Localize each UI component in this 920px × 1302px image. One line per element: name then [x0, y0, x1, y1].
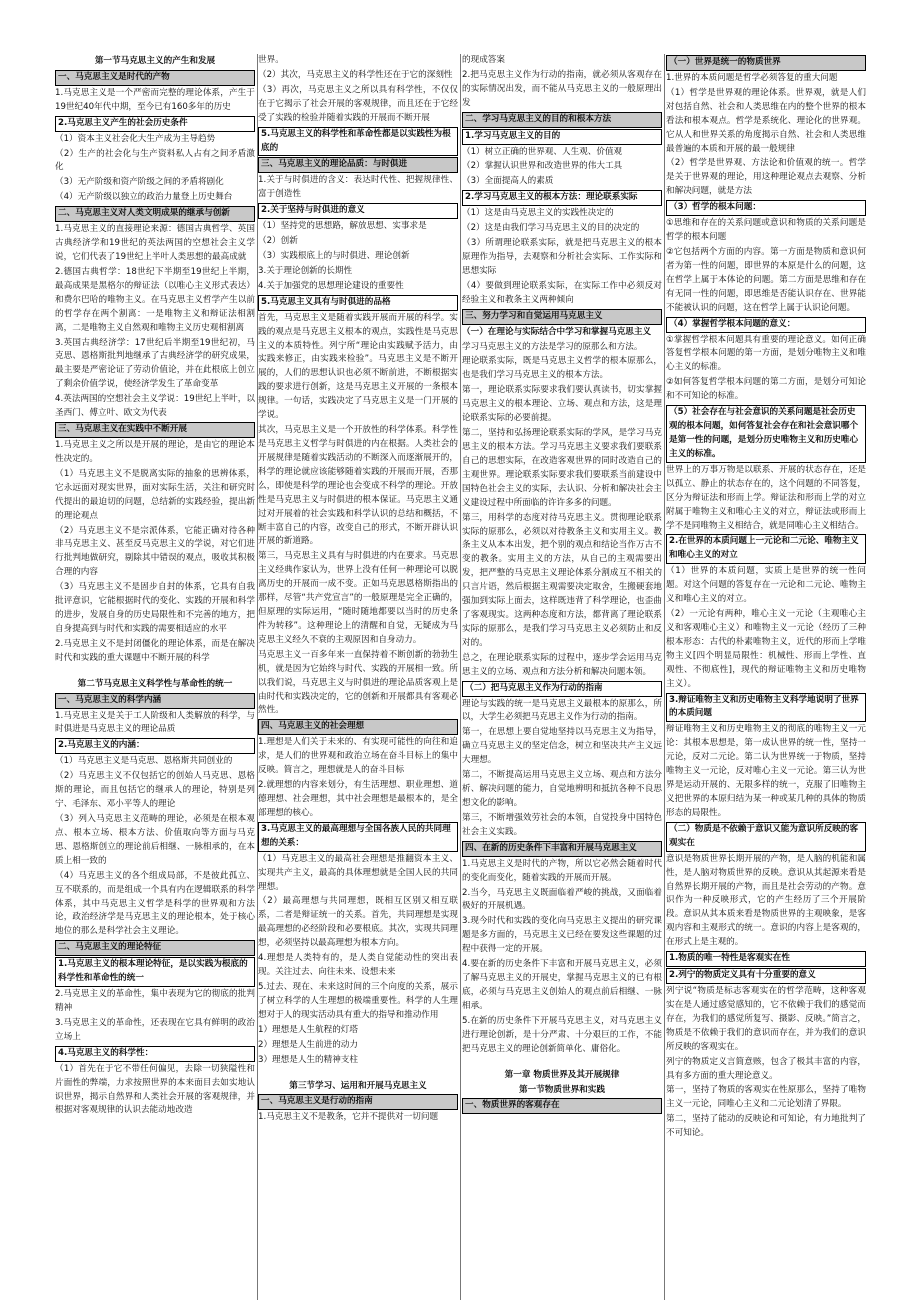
section-heading: 四、马克思主义的社会理想 — [258, 719, 458, 735]
paragraph: 第一，坚持了物质的客观实在性原那么，坚持了唯物主义一元论，同唯心主义和二元论划清了界限。 — [666, 1085, 866, 1110]
spacer — [55, 667, 255, 677]
section-heading: （二）物质是不依赖于意识又能为意识所反映的客观实在 — [666, 822, 866, 852]
section-heading: 一、马克思主义是时代的产物 — [55, 70, 255, 86]
section-heading: 2.马克思主义产生的社会历史条件 — [55, 116, 255, 132]
paragraph: 4.关于加强党的思想理论建设的重要性 — [258, 280, 404, 291]
paragraph: 2.当今，马克思主义既面临着严峻的挑战，又面临着极好的开展机遇。 — [462, 887, 662, 912]
paragraph: （3）无产阶级和资产阶级之间的矛盾将剧化 — [55, 177, 224, 188]
paragraph: 3.现今时代和实践的变化向马克思主义提出的研究课题是多方面的，马克思主义已经在要发这些课题的过程中获得一定的开展。 — [462, 916, 662, 955]
paragraph: 的现成答案 — [462, 55, 505, 65]
paragraph: （1）马克思主义的最高社会理想是推翻资本主义、实现共产主义，最高的具体理想就是全国人民的共同理想。 — [258, 853, 458, 892]
paragraph: 3.关于理论创新的长期性 — [258, 265, 353, 276]
paragraph: 首先，马克思主义是随着实践开展而开展的科学。实践的观点是马克思主义根本的观点，实践性是马克思主义的本质特性。列宁所“理论由实践赋予活力，由实践来修正，由实践来检验”。马克思主义是不断开展的，人们的思想认识也必须不断前进，不断根据实践的要求进行创新，这是马克思主义开展的一条根本规律。一句话，实践决定了马克思主义是一门开展的学说。 — [258, 312, 458, 421]
paragraph: 2.把马克思主义作为行动的指南，就必须从客观存在的实际情况出发，而不能从马克思主义的一般原理出发 — [462, 69, 662, 108]
paragraph: 总之，在理论联系实际的过程中，逐步学会运用马克思主义的立场、观点和方法分析和解决问题本领。 — [462, 652, 662, 677]
paragraph: （1）哲学是世界观的理论体系。世界观，就是人们对包括自然、社会和人类思维在内的整个世界的根本看法和根本观点。哲学是系统化、理论化的世界观。它从人和世界关系的角度揭示自然、社会和人类思维最普遍的本质和开展的最一般规律 — [666, 87, 866, 154]
section-heading: 2.关于坚持与时俱进的意义 — [258, 203, 458, 219]
section-heading: 1.物质的唯一特性是客观实在性 — [666, 951, 866, 967]
section-heading: 第二节马克思主义科学性与革命性的统一 — [77, 678, 233, 689]
paragraph: 5.过去、现在、未来这时间的三个向度的关系，展示了树立科学的人生理想的极端重要性。科学的人生理想对于人的现实活动具有重大的指导和推动作用 — [258, 982, 458, 1020]
paragraph: （2）创新 — [258, 236, 298, 247]
section-heading: 2.列宁的物质定义具有十分重要的意义 — [666, 968, 866, 984]
section-heading: 三、努力学习和自觉运用马克思主义 — [462, 309, 662, 325]
paragraph: ②如何答复哲学根本问题的第二方面，是划分可知论和不可知论的标准。 — [666, 377, 866, 402]
section-heading: （3）哲学的根本问题： — [666, 200, 866, 216]
paragraph: 1.关于与时俱进的含义：表达时代性、把握规律性、富于创造性 — [258, 175, 458, 200]
section-heading: 1.马克思主义的根本理论特征，是以实践为根底的科学性和革命性的统一 — [55, 957, 255, 987]
paragraph: （1）这是由马克思主义的实践性决定的 — [462, 208, 614, 219]
paragraph: （4）无产阶级以独立的政治力量登上历史舞台 — [55, 192, 233, 203]
section-heading: （一）在理论与实际结合中学习和掌握马克思主义 — [462, 326, 652, 337]
section-heading: 二、马克思主义对人类文明成果的继承与创新 — [55, 206, 255, 222]
section-heading: （4）掌握哲学根本问题的意义： — [666, 317, 866, 333]
paragraph: （2）马克思主义不是宗派体系，它能正确对待各种非马克思主义、甚至反马克思主义的学说，对它们进行批判地做研究，剔除其中错误的观点，吸收其积极合理的内容 — [55, 525, 255, 578]
section-heading: （一）世界是统一的物质世界 — [666, 55, 866, 71]
paragraph: （2）生产的社会化与生产资料私人占有之间矛盾激化 — [55, 148, 255, 173]
column-4 — [666, 54, 866, 1300]
paragraph: 3.英国古典经济学：17世纪后半期至19世纪初，马克思、恩格斯批判地继承了古典经济学的研究成果，最主要是严密论证了劳动价值论，并在此根底上创立了剩余价值学说，使经济学发生了革命变革 — [55, 337, 255, 390]
paragraph: 5.在新的历史条件下开展马克思主义，对马克思主义进行理论创新，是十分严肃、十分艰巨的工作，不能把马克思主义的理论创新简单化、庸俗化。 — [462, 1015, 662, 1054]
section-heading: 四、在新的历史条件下丰富和开展马克思主义 — [462, 841, 662, 857]
paragraph: 1.马克思主义是时代的产物，所以它必然会随着时代的变化而变化，随着实践的开展而开展。 — [462, 858, 662, 883]
paragraph: 第二，坚持和弘扬理论联系实际的学风，是学习马克思主义的根本方法。学习马克思主义要求我们要联系自己的思想实际，在改造客观世界的同时改造自己的主观世界。理论联系实际要求我们要联系当前建设中国特色社会主义的实际，去认识、分析和解决社会主义建设过程中所面临的许许多多的问题。 — [462, 428, 662, 508]
paragraph: 第二，坚持了能动的反映论和可知论，有力地批判了不可知论。 — [666, 1114, 866, 1139]
paragraph: 2.就理想的内容来划分，有生活理想、职业理想、道德理想、社会理想，其中社会理想是最根本的，是全部理想的核心。 — [258, 780, 458, 818]
paragraph: 世界上的万事万物是以联系、开展的状态存在，还是以孤立、静止的状态存在的，这个问题的不同答复，区分为辩证法和形而上学。辩证法和形而上学的对立附属于唯物主义和唯心主义的对立，辩证法或形而上学不是同唯物主义相结合，就是同唯心主义相结合。 — [666, 464, 866, 531]
paragraph: 马克思主义一百多年来一直保持着不断创新的勃勃生机，就是因为它始终与时代、实践的开展相一致。所以我们说，马克思主义与时俱进的理论品质客观上是由时代和实践决定的，它的创新和开展都具有客观必然性。 — [258, 649, 458, 716]
paragraph: 列宁说“物质是标志客观实在的哲学范畴，这种客观实在是人通过感觉感知的，它不依赖于我们的感觉而存在，为我们的感觉所复写、摄影、反映。”简言之，物质是不依赖于我们的意识而存在，并为我们的意识所反映的客观实在。 — [666, 986, 866, 1052]
section-heading: 第三节学习、运用和开展马克思主义 — [289, 1080, 427, 1091]
paragraph: 4.理想是人类特有的，是人类自觉能动性的突出表现。关注过去、向往未来、设想未来 — [258, 953, 458, 978]
paragraph: （3）列入马克思主义范畴的理论，必须是在根本观点、根本立场、根本方法、价值取向等方面与马克思、恩格斯创立的理论前后相继、一脉相承的，在本质上相一致的 — [55, 814, 255, 866]
section-heading: 一、马克思主义的科学内涵 — [55, 693, 255, 709]
paragraph: 2.德国古典哲学：18世纪下半期至19世纪上半期，最高成果是黑格尔的辩证法（以唯心主义形式表达）和费尔巴哈的唯物主义。在马克思主义哲学产生以前的哲学存在两个割离：一是唯物主义和辩证法相割离，二是唯物主义自然观和唯物主义历史观相割离 — [55, 266, 255, 333]
section-heading: 一、马克思主义是行动的指南 — [258, 1094, 458, 1110]
paragraph: （4）要做到理论联系实际，在实际工作中必须反对经验主义和教条主义两种倾向 — [462, 280, 662, 305]
section-heading: （二）把马克思主义作为行动的指南 — [462, 681, 662, 697]
paragraph: （2）掌握认识世界和改造世界的伟大工具 — [462, 161, 623, 172]
paragraph: 1）理想是人生航程的灯塔 — [258, 1024, 358, 1035]
paragraph: 第三，不断增强效劳社会的本领，自觉投身中国特色社会主义实践。 — [462, 812, 662, 837]
paragraph: （2）一元论有两种，唯心主义一元论（主观唯心主义和客观唯心主义）和唯物主义一元论（经历了三种根本形态：古代的朴素唯物主义，近代的形而上学唯物主义[四个明显局限性：机械性、形而上学性、直观性、不彻底性]，现代的辩证唯物主义和历史唯物主义）。 — [666, 609, 866, 689]
paragraph: 4.英法两国的空想社会主义学说：19世纪上半叶，以圣西门、傅立叶、欧文为代表 — [55, 394, 255, 419]
column-3 — [462, 54, 662, 1300]
paragraph: 第一，在思想上要自觉地坚持以马克思主义为指导，确立马克思主义的坚定信念，树立和坚决共产主义远大理想。 — [462, 727, 662, 766]
paragraph: （3）所谓理论联系实际，就是把马克思主义的根本原理作为指导，去观察和分析社会实际、工作实际和思想实际 — [462, 238, 662, 276]
paragraph: 学习马克思主义的方法是学习的原那么和方法。 — [462, 341, 643, 352]
paragraph: （2）这是由我们学习马克思主义的目的决定的 — [462, 223, 640, 234]
paragraph: ①掌握哲学根本问题具有重要的理论意义。如何正确答复哲学根本问题的第一方面，是划分唯物主义和唯心主义的标准。 — [666, 334, 866, 373]
paragraph: （3）再次，马克思主义之所以具有科学性，不仅仅在于它揭示了社会开展的客观规律，而且还在于它经受了实践的检验并随着实践的开展而不断开展 — [258, 84, 458, 123]
section-heading: （5）社会存在与社会意识的关系问题是社会历史观的根本问题，如何答复社会存在和社会意识哪个是第一性的问题，是划分历史唯物主义和历史唯心主义的标准。 — [666, 405, 866, 463]
paragraph: 列宁的物质定义言简意赅，包含了极其丰富的内容，具有多方面的重大理论意义。 — [666, 1056, 866, 1081]
paragraph: （2）哲学是世界观、方法论和价值观的统一。哲学是关于世界观的理论，用这种理论观点去观察、分析和解决问题，就是方法 — [666, 158, 866, 197]
paragraph: （1）树立正确的世界观、人生观、价值观 — [462, 146, 623, 157]
paragraph: 第二，不断提高运用马克思主义立场、观点和方法分析、解决问题的能力，自觉地辨明和抵抗各种不良思想文化的影响。 — [462, 770, 662, 809]
section-heading: 二、马克思主义的理论特征 — [55, 940, 255, 956]
section-heading: 第一章 物质世界及其开展规律 — [504, 1069, 620, 1080]
paragraph: 其次，马克思主义是一个开放性的科学体系。科学性是马克思主义哲学与时俱进的内在根据。人类社会的开展规律是随着实践活动的不断深入而逐渐展开的，科学的理论就应该能够随着实践的开展而开展，否那么，即使是科学的理论也会变成不科学的理论。开放性是马克思主义与时俱进的根本保证。马克思主义通过对开展着的社会实践和科学认识的总结和概括，不断丰富自己的内容，改变自己的形式，不断开辟认识开展的新道路。 — [258, 425, 458, 547]
paragraph: （1）坚持党的思想路，解放思想、实事求是 — [258, 221, 427, 232]
paragraph: 4.要在新的历史条件下丰富和开展马克思主义，必须了解马克思主义的开展史，掌握马克思主义的已有根底，必须与马克思主义创始人的观点前后相继、一脉相承。 — [462, 959, 662, 1011]
section-heading: 5.马克思主义具有与时俱进的品格 — [258, 295, 458, 311]
section-heading: 三、马克思主义在实践中不断开展 — [55, 422, 255, 438]
paragraph: （2）最高理想与共同理想，既相互区别又相互联系，二者是辩证统一的关系。首先，共同理想是实现最高理想的必经阶段和必要根底。其次，实现共同理想，必须坚持以最高理想为根本方向。 — [258, 896, 458, 949]
paragraph: （3）实践根底上的与时俱进、理论创新 — [258, 250, 410, 261]
paragraph: 1.理想是人们关于未来的、有实现可能性的向往和追求，是人们的世界观和政治立场在奋斗目标上的集中反映。简言之，理想就是人的奋斗目标 — [258, 737, 458, 776]
section-heading: 2.学习马克思主义的根本方法：理论联系实际 — [462, 190, 662, 206]
paragraph: （2）其次，马克思主义的科学性还在于它的深刻性 — [258, 69, 453, 80]
section-heading: 3.马克思主义的最高理想与全国各族人民的共同理想的关系： — [258, 822, 458, 852]
paragraph: 1.马克思主义是关于工人阶级和人类解放的科学，与时俱进是马克思主义的理论品质 — [55, 710, 255, 735]
paragraph: 意识是物质世界长期开展的产物，是人脑的机能和属性，是人脑对物质世界的反映。意识从其起源来看是自然界长期开展的产物，而且是社会劳动的产物。意识作为一种反映形式，它的产生经历了三个开展阶段。意识从其本质来看是物质世界的主观映象，是客观内容和主观形式的统一。意识的内容上是客观的，在形式上是主观的。 — [666, 853, 866, 948]
paragraph: （1）马克思主义不是脱离实际的抽象的思辨体系，它永远面对现实世界，面对实际生活，关注和研究时代提出的最迫切的问题，总结新的实践经验，提出新的理论观点 — [55, 468, 255, 521]
paragraph: 2.马克思主义不是封闭僵化的理论体系，而是在解决时代和实践的重大课题中不断开展的科学 — [55, 638, 255, 663]
section-heading: 2.马克思主义的内涵： — [55, 738, 255, 754]
paragraph: 2）理想是人生前进的动力 — [258, 1039, 358, 1050]
section-heading: 二、学习马克思主义的目的和根本方法 — [462, 112, 662, 128]
paragraph: （3）马克思主义不是固步自封的体系，它具有自我批评意识，它能根据时代的变化、实践的开展和科学的进步，发展自身的历史局限性和不完善的地方，把自身提高到与时代和实践的需要相适应的水平 — [55, 582, 255, 634]
paragraph: 世界。 — [258, 55, 284, 65]
paragraph: 理论联系实际，既是马克思主义哲学的根本原那么，也是我们学习马克思主义的根本方法。 — [462, 356, 662, 381]
spacer — [258, 1069, 458, 1079]
paragraph: （3）全面提高人的素质 — [462, 176, 554, 187]
paragraph: （1）马克思主义是马克思、恩格斯共同创业的 — [55, 756, 233, 767]
column-divider — [460, 54, 461, 1300]
paragraph: ①思维和存在的关系问题或意识和物质的关系问题是哲学的根本问题 — [666, 218, 866, 243]
paragraph: （1）世界的本质问题，实质上是世界的统一性问题。对这个问题的答复存在一元论和二元论、唯物主义和唯心主义的对立。 — [666, 566, 866, 605]
section-heading: 5.马克思主义的科学性和革命性都是以实践性为根底的 — [258, 127, 458, 157]
paragraph: 第三，马克思主义具有与时俱进的内在要求。马克思主义经典作家认为，世界上没有任何一种理论可以脱离历史的开展而一成不变。正如马克思恩格斯指出的那样，尽管“共产党宣言”的一般原理是完全正确的，但原理的实际运用，“随时随地都要以当时的历史条件为转移”。这种理论上的清醒和自觉，无疑成为马克思主义经久不衰的主观原因和自身动力。 — [258, 551, 458, 645]
section-heading: 4.马克思主义的科学性： — [55, 1046, 255, 1062]
section-heading: 1.学习马克思主义的目的 — [462, 129, 662, 145]
paragraph: 3）理想是人生的精神支柱 — [258, 1054, 358, 1065]
paragraph: 理论与实践的统一是马克思主义最根本的原那么，所以，大学生必须把马克思主义作为行动的指南。 — [462, 698, 662, 723]
column-2 — [258, 54, 458, 1300]
column-1 — [55, 54, 255, 1300]
section-heading: 2.在世界的本质问题上一元论和二元论、唯物主义和唯心主义的对立 — [666, 534, 866, 564]
paragraph: ②它包括两个方面的内容。第一方面是物质和意识何者为第一性的问题，即世界的本原是什么的问题，这在哲学上属于本体论的问题。第二方面是思维和存在有无同一性的问题，即思维是否能认识存在、世界能不能被认识的问题，这在哲学上属于认识论问题。 — [666, 246, 866, 313]
paragraph: （1）首先在于它不带任何偏见，去除一切狭隘性和片面性的弊端，力求按照世界的本来面目去如实地认识世界，揭示自然界和人类社会开展的客观规律，并根据对客观规律的认识去能动地改造 — [55, 1063, 255, 1116]
column-divider — [664, 54, 665, 1300]
paragraph: 1.马克思主义之所以是开展的理论，是由它的理论本性决定的。 — [55, 439, 255, 464]
paragraph: 2.马克思主义的革命性，集中表现为它的彻底的批判精神 — [55, 989, 255, 1013]
paragraph: 第三，用科学的态度对待马克思主义。贯彻理论联系实际的原那么，必须以对待教条主义和实用主义。教条主义从本本出发，把个别的观点和结论当作万古不变的教条。实用主义的方法，从自己的主观需要出发，把严整的马克思主义理论体系分割成互不相关的只言片语，然后根据主观需要决定取舍，生搬硬套地强加到实际上面去，这样既违背了科学理论，也歪曲了客观现实。这两种态度和方法，都背离了理论联系实际的原那么，是我们学习马克思主义必须防止和反对的。 — [462, 512, 662, 648]
paragraph: 辩证唯物主义和历史唯物主义的彻底的唯物主义一元论：其根本思想是，第一成认世界的统一性，坚持一元论，反对二元论。第二认为世界统一于物质，坚持唯物主义一元论，反对唯心主义一元论。第三认为世界是运动开展的、无限多样的统一，克服了旧唯物主义把世界的本原归结为某一种或某几种的具体的物质形态的局限性。 — [666, 724, 866, 818]
section-heading: 三、马克思主义的理论品质：与时俱进 — [258, 157, 458, 173]
paragraph: （4）马克思主义的各个组成局部，不是彼此孤立、互不联系的，而是组成一个具有内在逻辑联系的科学体系，其中马克思主义哲学是科学的世界观和方法论，政治经济学是马克思主义的理论根本，处于核心地位的那么是科学社会主义理论。 — [55, 870, 255, 937]
section-heading: 一、物质世界的客观存在 — [462, 1098, 662, 1114]
section-heading: 第一节马克思主义的产生和发展 — [94, 56, 216, 66]
section-heading: 3.辩证唯物主义和历史唯物主义科学地说明了世界的本质问题 — [666, 693, 866, 723]
paragraph: 1.马克思主义的直接理论来源：德国古典哲学、英国古典经济学和19世纪的英法两国的空想社会主义学说，它们代表了19世纪上半叶人类思想的最高成就 — [55, 224, 255, 262]
paragraph: 3.马克思主义的革命性，还表现在它具有鲜明的政治立场上 — [55, 1017, 255, 1042]
paragraph: （2）马克思主义不仅包括它的创始人马克思、恩格斯的理论，而且包括它的继承人的理论，特别是列宁、毛泽东、邓小平等人的理论 — [55, 771, 255, 810]
section-heading: 第一节物质世界和实践 — [519, 1084, 605, 1095]
paragraph: 1.世界的本质问题是哲学必须答复的重大问题 — [666, 72, 838, 83]
spacer — [462, 1058, 662, 1068]
paragraph: （1）资本主义社会化大生产成为主导趋势 — [55, 133, 216, 144]
paragraph: 第一，理论联系实际要求我们要认真读书，切实掌握马克思主义的根本理论、立场、观点和方法，这是理论联系实际的必要前提。 — [462, 385, 662, 424]
paragraph: 1.马克思主义是一个严密而完整的理论体系，产生于19世纪40年代中期，至今已有160多年的历史 — [55, 87, 255, 112]
paragraph: 1.马克思主义不是教条，它并不提供对一切问题 — [258, 1112, 439, 1123]
